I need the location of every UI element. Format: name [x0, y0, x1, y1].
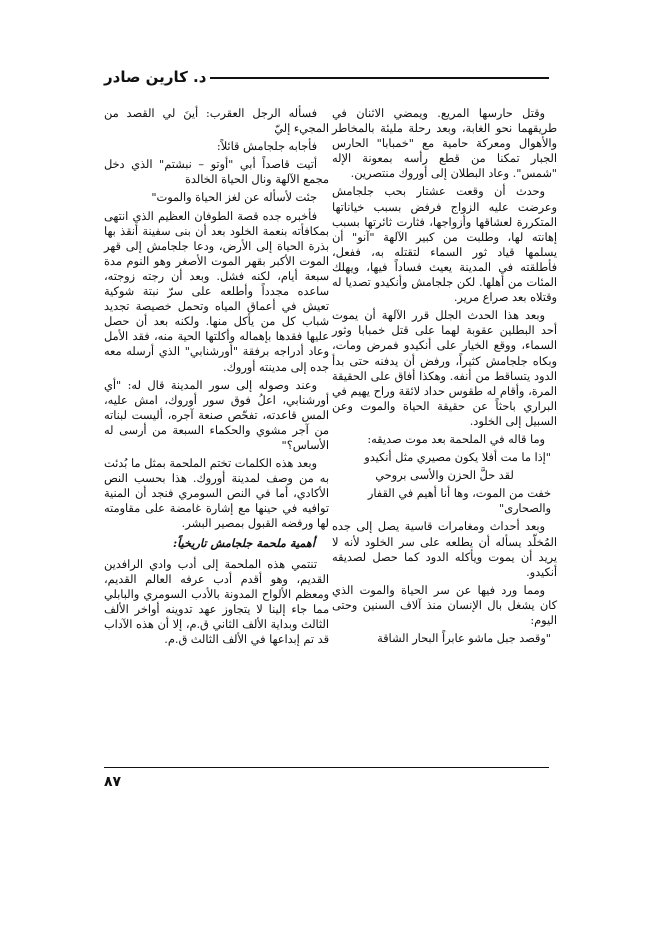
paragraph: جئت لأسأله عن لغز الحياة والموت" — [151, 191, 317, 205]
page-number: ٨٧ — [104, 774, 122, 790]
paragraph: وبعد هذا الحدث الجلل قرر الآلهة أن يموت أحد البطلين عقوبة لهما على قتل خمبابا وثور السماء، ووقع الخيار على أنكيدو فمرض ومات، وبكاه جلجامش كثيراً، ورفض أن يدفنه حتى بدأ الدود يتساقط من أنفه. وهكذا أفاق على الحقيقة المرة، وأقام له طقوس حداد لائقة وراح يهيم في البراري باحثاً عن حقيقة الحياة والموت وعن السبيل إلى الخلود. — [332, 309, 557, 428]
right-column — [332, 106, 557, 649]
paragraph: وحدث أن وقعت عشتار بحب جلجامش وعرضت عليه الزواج فرفض بسبب خياناتها المتكررة لعشاقها وأزواجها، فثارت ثائرتها بسبب إهانته لها، وطلبت من كبير الآلهة "آنو" أن يسلمها قياد ثور السماء لتقتله به، ففعل، فأطلقته في المدينة يعيث فساداً فيها، ويهلك المئات من أهلها. لكن جلجامش وأنكيدو تصديا له وقتلاه بعد صراع مرير. — [332, 185, 557, 305]
paragraph: وما قاله في الملحمة بعد موت صديقه: — [367, 432, 545, 446]
paragraph: وبعد هذه الكلمات تختم الملحمة بمثل ما بُدئت به من وصف لمدينة أوروك. هذا بحسب النص الأكادي، أما في النص السومري فنجد أن المنية توافيه في حينها مع إشارة غامضة على مقاومته لها ورفضه القبول بمصير البشر. — [104, 457, 329, 531]
paragraph: تنتمي هذه الملحمة إلى أدب وادي الرافدين القديم، وهو أقدم أدب عرفه العالم القديم، ومعظم الألواح المدونة بالأدب السومري والبابلي مما جاء إلينا لا يتجاوز عهد تدوينه أواخر الألف الثالث وبداية الألف الثاني ق.م، إلا أن هذه الآداب قد تم إبداعها في الألف الثالث ق.م. — [104, 557, 329, 647]
paragraph: ومما ورد فيها عن سر الحياة والموت الذي كان يشغل بال الإنسان منذ آلاف السنين وحتى اليوم: — [332, 583, 557, 627]
paragraph: فأجابه جلجامش قائلاً: — [216, 140, 317, 154]
author-name: د. كارين صادر — [100, 68, 210, 86]
verse-line: خفت من الموت، وها أنا أهيم في القفار والصحارى" — [367, 487, 551, 516]
paragraph: وقتل حارسها المريع. ويمضي الاثنان في طريقهما نحو الغابة، وبعد رحلة مليئة بالمخاطر والأهوال ومعركة حامية مع "خمبابا" الحارس الجبار تمكنا من قطع رأسه بمعونة الإله "شمس". وعاد البطلان إلى أوروك منتصرين. — [332, 107, 557, 181]
paragraph: أتيت قاصداً أبي "أوتو – نبشتم" الذي دخل مجمع الآلهة ونال الحياة الخالدة — [104, 158, 329, 187]
paragraph: فأخبره جده قصة الطوفان العظيم الذي انتهى بمكافأته بنعمة الخلود بعد أن بنى سفينة أنقذ بها بذرة الحياة إلى الأرض، ودعا جلجامش إلى قهر الموت الأكبر بقهر الموت الأصغر وهو النوم مدة سبعة أيام، لكنه فشل. وبعد أن رجته زوجته، ساعده مجدداً وأطلعه على سرّ نبتة شوكية تعيش في أعماق المياه وتحمل خصيصة تجديد شباب كل من يأكل منها. ولكنه بعد أن حصل عليها فقدها بإهماله وأكلتها الحية منه، فقد الأمل وعاد أدراجه برفقة "أورشنابي" الذي أرسله معه جده إلى مدينته أوروك. — [104, 209, 329, 374]
paragraph: فسأله الرجل العقرب: أينَ لي القصد من المجيء إليّ — [104, 107, 329, 136]
paragraph: وعند وصوله إلى سور المدينة قال له: "أي أورشنابي، اعلُ فوق سور أوروك، امش عليه، المس قاعدته، تفحّص صنعة آجره، أليست لبناته من آجر مشوي والحكماء السبعة من أرسى له الأساس؟" — [104, 378, 329, 452]
verse-line: "إذا ما مت أفلا يكون مصيري مثل أنكيدو — [364, 451, 551, 465]
verse-line: "وقصد جبل ماشو عابراً البحار الشاقة — [377, 632, 551, 646]
verse-line: لقد حلَّ الحزن والأسى بروحي — [375, 469, 514, 483]
section-heading: أهمية ملحمة جلجامش تاريخياً: — [173, 535, 315, 550]
footer-rule — [104, 767, 549, 768]
paragraph: وبعد أحداث ومغامرات قاسية يصل إلى جده المُخلّد يسأله أن يطلعه على سر الخلود لأنه لا يريد أن يموت ويأكله الدود كما حصل لصديقه أنكيدو. — [332, 520, 557, 579]
left-column — [104, 106, 329, 650]
